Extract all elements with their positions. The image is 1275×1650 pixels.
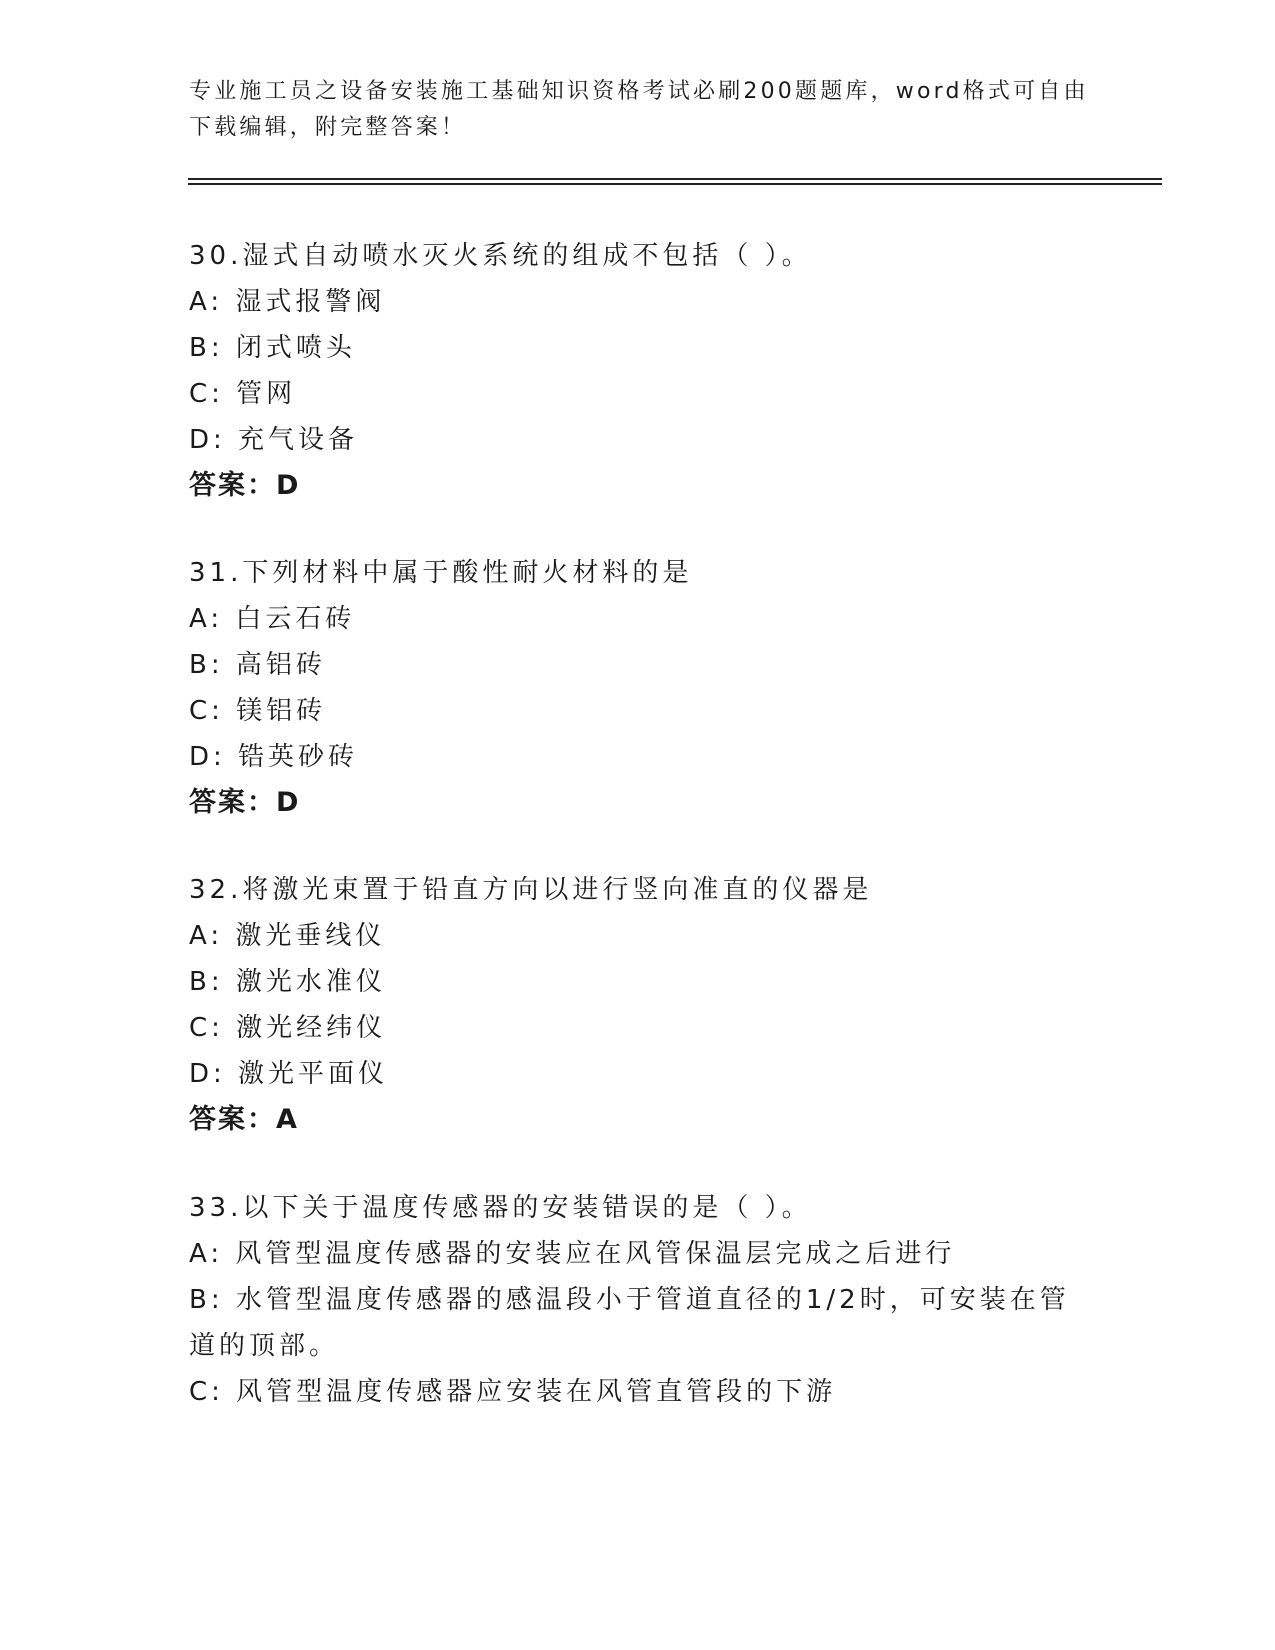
question-stem: 32.将激光束置于铅直方向以进行竖向准直的仪器是 [189, 875, 873, 905]
question-stem: 33.以下关于温度传感器的安装错误的是（ ）。 [189, 1193, 812, 1223]
option-b: B: 闭式喷头 [189, 333, 356, 363]
option-b: B: 高铝砖 [189, 650, 326, 680]
option-a: A: 风管型温度传感器的安装应在风管保温层完成之后进行 [189, 1239, 956, 1269]
option-a: A: 白云石砖 [189, 604, 356, 634]
option-d: D: 锆英砂砖 [189, 742, 359, 772]
document-header: 专业施工员之设备安装施工基础知识资格考试必刷200题题库，word格式可自由下载编辑，附完整答案！ [189, 79, 1089, 140]
option-c: C: 激光经纬仪 [189, 1013, 387, 1043]
question-33 [189, 1185, 1089, 1415]
question-stem: 31.下列材料中属于酸性耐火材料的是 [189, 558, 693, 588]
option-b: B: 水管型温度传感器的感温段小于管道直径的1/2时，可安装在管道的顶部。 [189, 1285, 1070, 1361]
answer: 答案：A [189, 1104, 299, 1135]
question-31 [189, 550, 1089, 826]
option-c: C: 镁铝砖 [189, 696, 327, 726]
option-a: A: 湿式报警阀 [189, 287, 386, 317]
option-d: D: 激光平面仪 [189, 1059, 389, 1089]
answer: 答案：D [189, 787, 301, 818]
header-divider-bottom [188, 183, 1162, 185]
question-32 [189, 867, 1089, 1143]
answer: 答案：D [189, 470, 301, 501]
question-30 [189, 233, 1089, 509]
option-c: C: 风管型温度传感器应安装在风管直管段的下游 [189, 1377, 837, 1407]
question-stem: 30.湿式自动喷水灭火系统的组成不包括（ ）。 [189, 241, 812, 271]
option-a: A: 激光垂线仪 [189, 921, 386, 951]
option-c: C: 管网 [189, 379, 297, 409]
option-b: B: 激光水准仪 [189, 967, 386, 997]
option-d: D: 充气设备 [189, 425, 359, 455]
header-divider-top [188, 178, 1162, 180]
